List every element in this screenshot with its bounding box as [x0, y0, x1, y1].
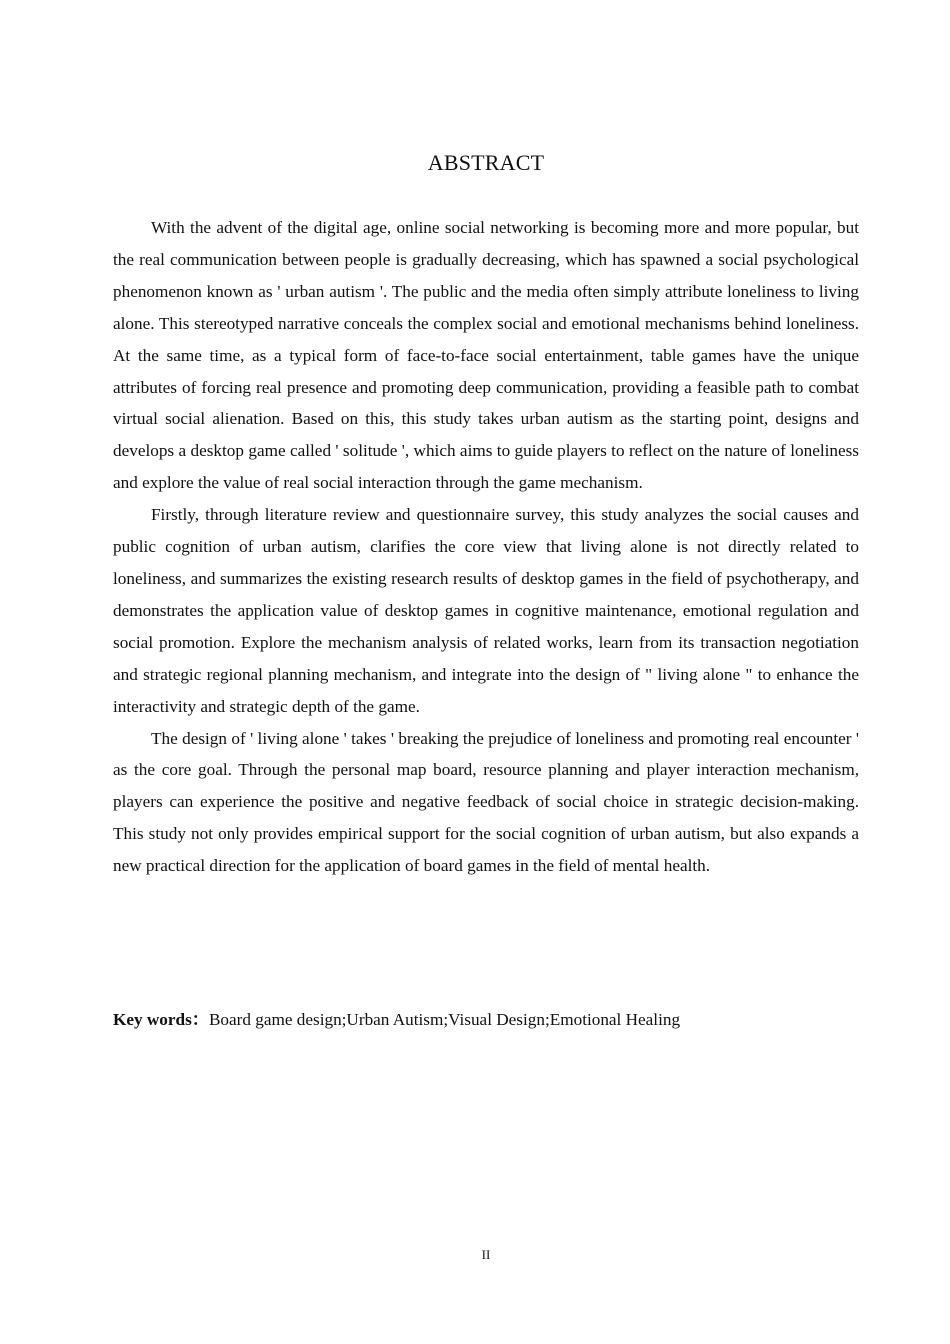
abstract-body [113, 212, 859, 882]
abstract-title: ABSTRACT [427, 150, 545, 175]
page-number: II [481, 1247, 491, 1262]
abstract-paragraph-2: Firstly, through literature review and questionnaire survey, this study analyzes the social causes and public cognition of urban autism, clarifies the core view that living alone is not directly related to loneliness, and summarizes the existing research results of desktop games in the field of psychotherapy, and demonstrates the application value of desktop games in cognitive maintenance, emotional regulation and social promotion. Explore the mechanism analysis of related works, learn from its transaction negotiation and strategic regional planning mechanism, and integrate into the design of " living alone " to enhance the interactivity and strategic depth of the game. [113, 505, 859, 716]
abstract-paragraph-3: The design of ' living alone ' takes ' breaking the prejudice of loneliness and promoting real encounter ' as the core goal. Through the personal map board, resource planning and player interaction mechanism, players can experience the positive and negative feedback of social choice in strategic decision-making. This study not only provides empirical support for the social cognition of urban autism, but also expands a new practical direction for the application of board games in the field of mental health. [113, 728, 859, 876]
keywords-line [113, 1004, 859, 1036]
keywords-text: Board game design;Urban Autism;Visual Design;Emotional Healing [208, 1010, 681, 1029]
abstract-paragraph-1: With the advent of the digital age, online social networking is becoming more and more popular, but the real communication between people is gradually decreasing, which has spawned a social psychological phenomenon known as ' urban autism '. The public and the media often simply attribute loneliness to living alone. This stereotyped narrative conceals the complex social and emotional mechanisms behind loneliness. At the same time, as a typical form of face-to-face social entertainment, table games have the unique attributes of forcing real presence and promoting deep communication, providing a feasible path to combat virtual social alienation. Based on this, this study takes urban autism as the starting point, designs and develops a desktop game called ' solitude ', which aims to guide players to reflect on the nature of loneliness and explore the value of real social interaction through the game mechanism. [113, 218, 859, 493]
keywords-label: Key words： [113, 1010, 209, 1029]
